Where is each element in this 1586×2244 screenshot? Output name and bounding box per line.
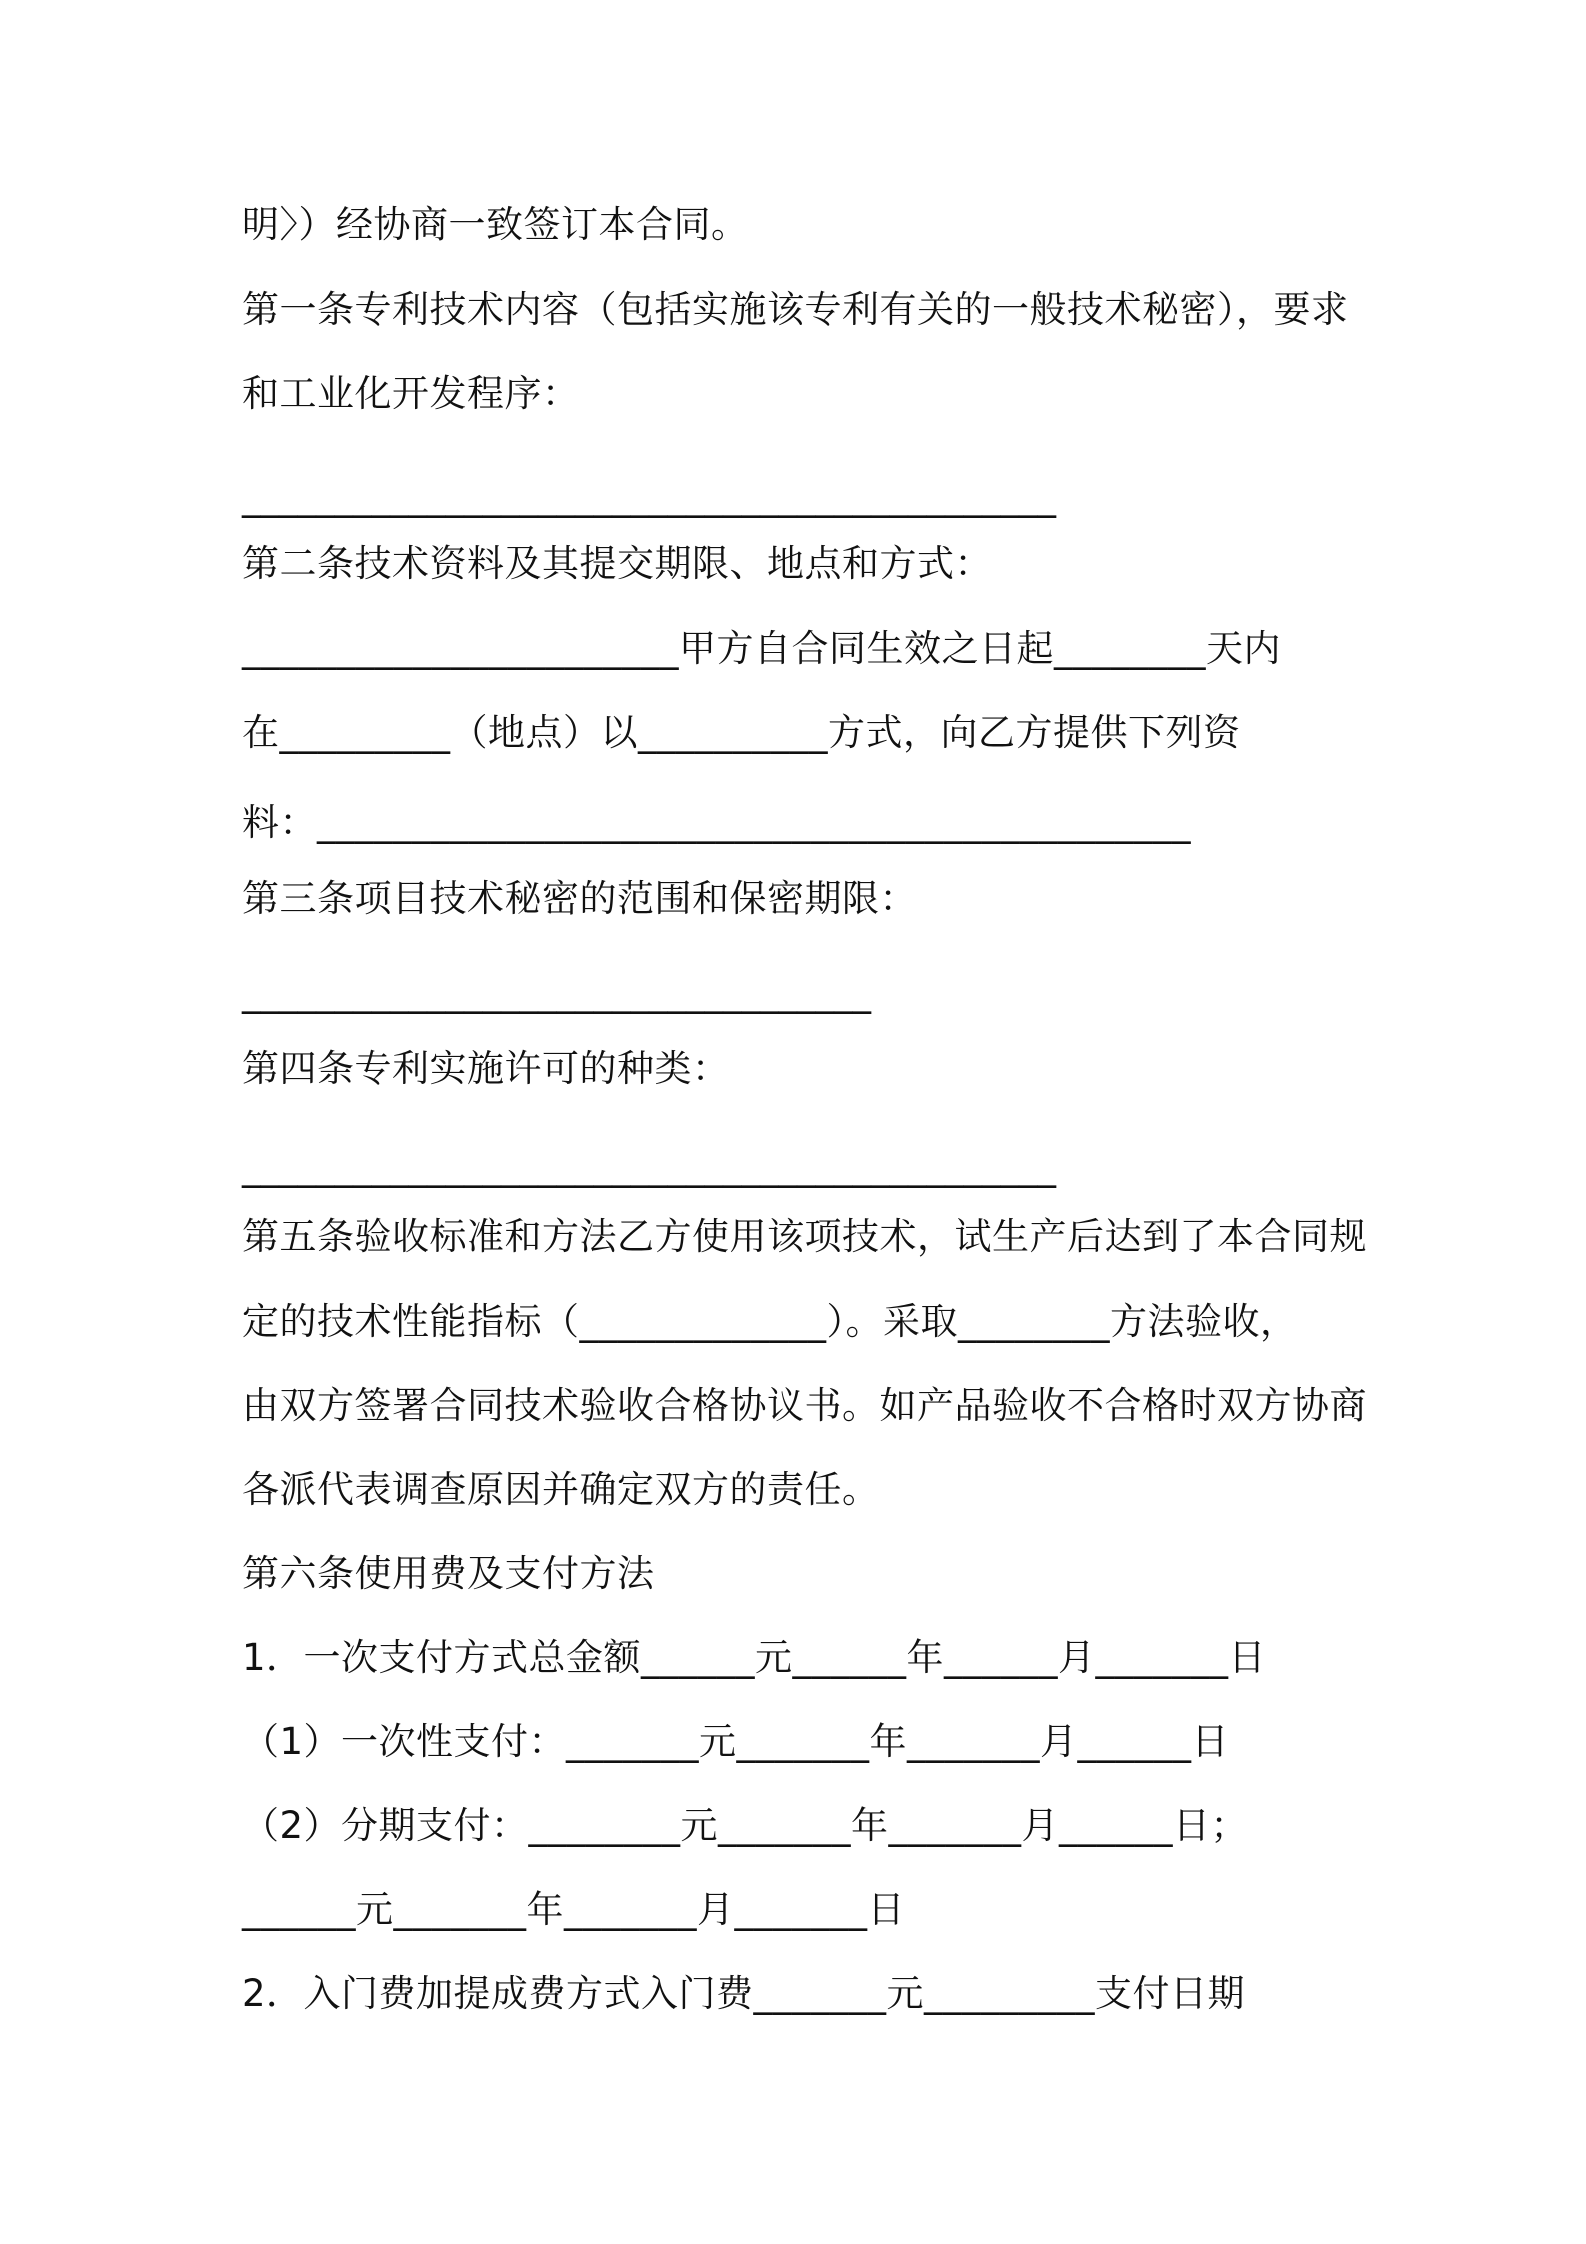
payment-sub-item-2: （2）分期支付：________元_______年_______月______日； [242,1804,1249,1847]
text-line: 各派代表调查原因并确定双方的责任。 [242,1468,880,1511]
payment-sub-item-1: （1）一次性支付：_______元_______年_______月______日 [242,1720,1230,1763]
text-line: 料：______________________________________________ [242,801,1191,844]
text-line: 在_________（地点）以__________方式，向乙方提供下列资 [242,711,1241,754]
text-line: 明〉）经协商一致签订本合同。 [242,203,749,246]
article-4-heading: 第四条专利实施许可的种类： [242,1047,730,1090]
article-6-heading: 第六条使用费及支付方法 [242,1552,655,1595]
article-1-heading: 第一条专利技术内容（包括实施该专利有关的一般技术秘密），要求 [242,288,1349,331]
text-line: ______元_______年_______月_______日 [242,1888,905,1931]
fill-in-blank-line: __________________________________ [242,971,871,1014]
article-2-heading: 第二条技术资料及其提交期限、地点和方式： [242,542,992,585]
text-line: 由双方签署合同技术验收合格协议书。如产品验收不合格时双方协商 [242,1384,1367,1427]
text-line: _______________________甲方自合同生效之日起________天内 [242,627,1281,670]
payment-option-2: 2．入门费加提成费方式入门费_______元_________支付日期 [242,1972,1246,2015]
text-line: 定的技术性能指标（_____________）。采取________方法验收， [242,1300,1298,1343]
fill-in-blank-line: ____________________________________________ [242,1145,1056,1188]
article-5-heading: 第五条验收标准和方法乙方使用该项技术，试生产后达到了本合同规 [242,1215,1367,1258]
payment-option-1: 1．一次支付方式总金额______元______年______月_______日 [242,1636,1267,1679]
text-line: 和工业化开发程序： [242,372,580,415]
article-3-heading: 第三条项目技术秘密的范围和保密期限： [242,877,917,920]
fill-in-blank-line: ____________________________________________ [242,475,1056,518]
